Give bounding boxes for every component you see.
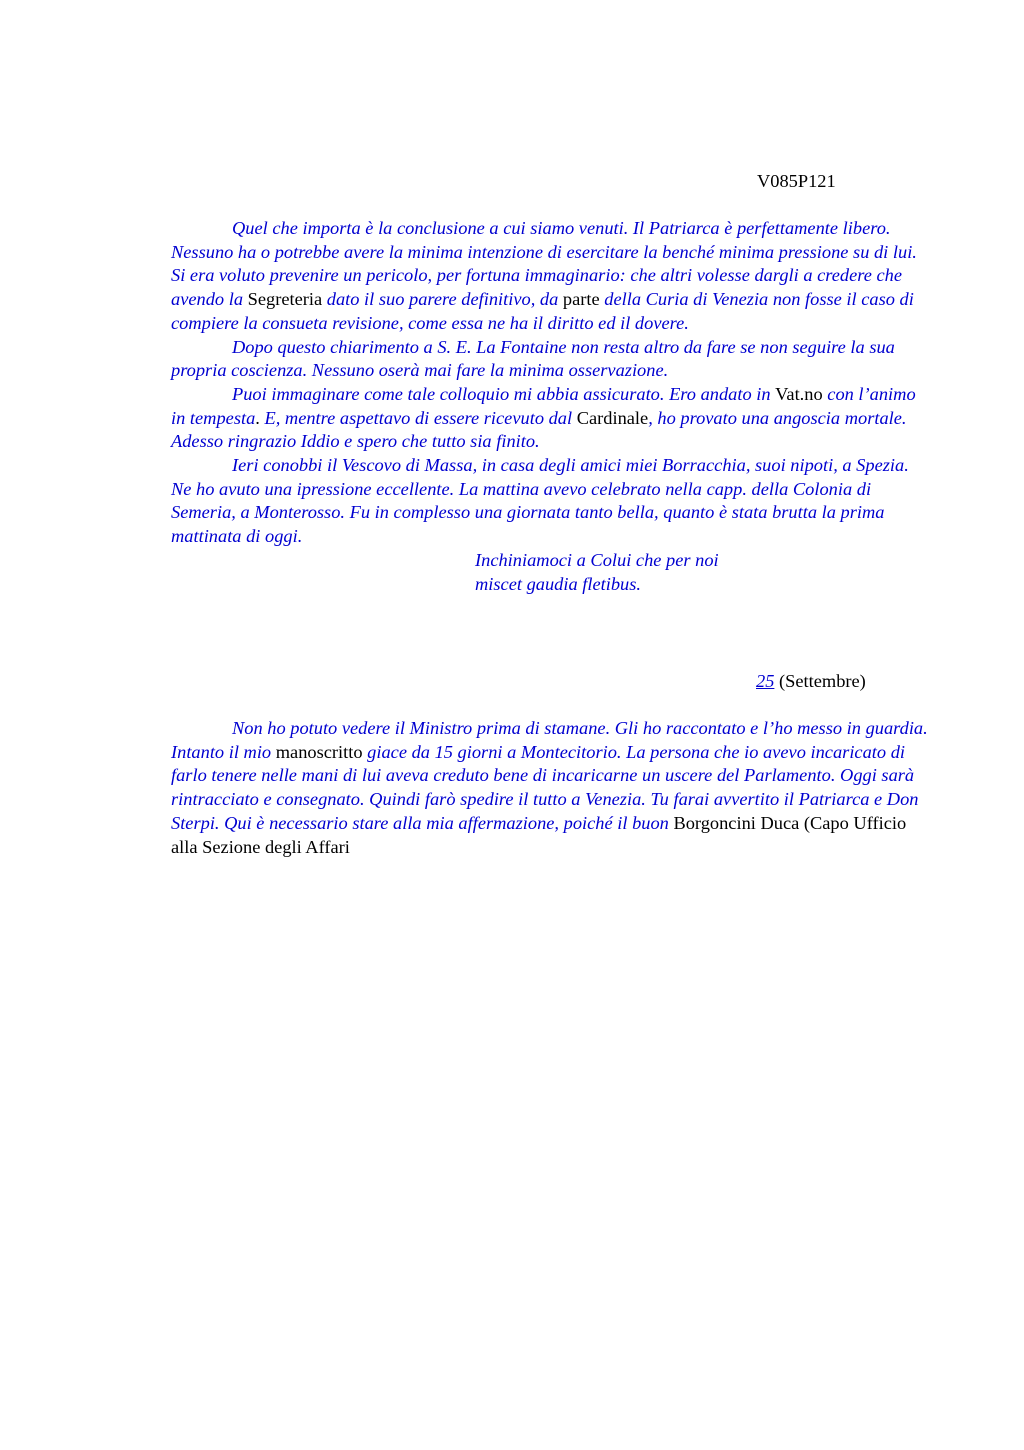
- date-month: (Settembre): [779, 671, 866, 691]
- paragraph: [171, 383, 931, 454]
- italic-text-run: della Curia di Venezia non fosse il caso di compiere la consueta revisione, come essa ne ha il diritto ed il dovere.: [171, 289, 914, 333]
- roman-text-run: .: [255, 407, 260, 428]
- italic-text-run: giace da 15 giorni a Montecitorio. La persona che io avevo incaricato di farlo tenere nelle mani di lui aveva creduto bene di incaricarne un uscere del Parlamento. Oggi sarà rintracciato e consegnato. Quindi farò spedire il tutto a Venezia. Tu farai avvertito il Patriarca e Don Sterpi. Qui è necessario stare alla mia affermazione, poiché il buon: [171, 741, 919, 833]
- paragraph: [171, 217, 931, 336]
- roman-text-run: Cardinale: [576, 407, 649, 428]
- italic-text-run: Dopo questo chiarimento a S. E. La Fontaine non resta altro da fare se non seguire la sua propria coscienza. Nessuno oserà mai fare la minima osservazione.: [171, 336, 895, 381]
- paragraph: [171, 336, 931, 383]
- italic-text-run: Puoi immaginare come tale colloquio mi abbia assicurato. Ero andato in: [232, 383, 776, 404]
- roman-text-run: manoscritto: [275, 741, 363, 762]
- italic-text-run: , ho provato una angoscia mortale. Adesso ringrazio Iddio e spero che tutto sia finito.: [171, 407, 907, 452]
- roman-text-run: parte: [562, 289, 600, 310]
- page-identifier: V085P121: [757, 171, 836, 191]
- date-day-link[interactable]: 25: [756, 671, 775, 691]
- italic-text-run: Quel che importa è la conclusione a cui siamo venuti. Il Patriarca è perfettamente libero. Nessuno ha o potrebbe avere la minima intenzione di esercitare la benché minima pressione su di lui. Si era voluto prevenire un pericolo, per fortuna immaginario: che altri volesse dargli a credere che avendo la: [171, 218, 917, 310]
- italic-text-run: E, mentre aspettavo di essere ricevuto dal: [259, 407, 577, 428]
- paragraph: [171, 717, 931, 859]
- roman-text-run: Borgoncini Duca (Capo Ufficio alla Sezione degli Affari: [171, 812, 907, 857]
- verse-line: miscet gaudia fletibus.: [475, 573, 642, 594]
- paragraph: [171, 454, 931, 549]
- verse-line: Inchiniamoci a Colui che per noi: [475, 549, 719, 570]
- roman-text-run: Vat.no: [775, 383, 823, 404]
- roman-text-run: Segreteria: [247, 289, 323, 310]
- italic-text-run: Ieri conobbi il Vescovo di Massa, in casa degli amici miei Borracchia, suoi nipoti, a Spezia. Ne ho avuto una ipressione eccellente. La mattina avevo celebrato nella capp. della Colonia di Semeria, a Monterosso. Fu in complesso una giornata tanto bella, quanto è stata brutta la prima mattinata di oggi.: [171, 455, 909, 547]
- italic-text-run: Non ho potuto vedere il Ministro prima di stamane. Gli ho raccontato e l’ho messo in guardia. Intanto il mio: [171, 718, 928, 762]
- letter-section-1: [171, 217, 931, 596]
- date-heading: [756, 670, 866, 694]
- italic-text-run: dato il suo parere definitivo, da: [322, 289, 563, 310]
- italic-text-run: con l’animo in tempesta: [171, 383, 916, 428]
- letter-section-2: [171, 717, 931, 859]
